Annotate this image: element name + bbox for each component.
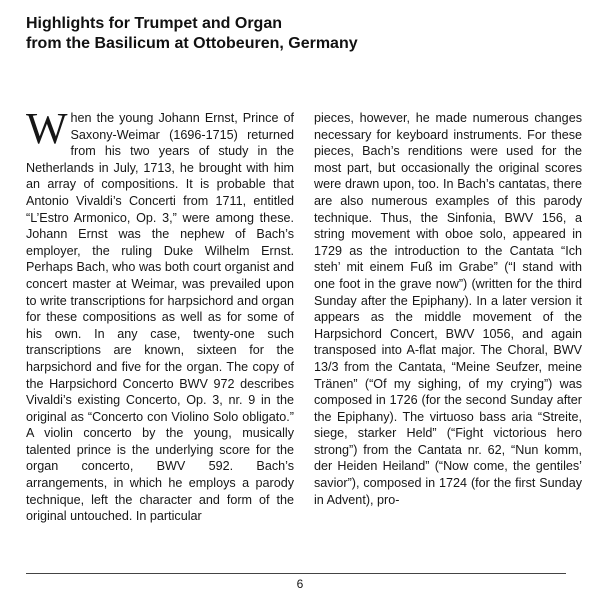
page-title — [26, 14, 566, 54]
left-column-text: hen the young Johann Ernst, Prince of Saxony-Weimar (1696-1715) returned from his two years of study in the Netherlands in July, 1713, he brought with him an array of compositions. It is probable that Antonio Vivaldi’s Concerti from 1711, entitled “L’Estro Armonico, Op. 3,” were among these. Johann Ernst was the nephew of Bach’s employer, the ruling Duke Wilhelm Ernst. Perhaps Bach, who was both court organist and concert master at Weimar, was prevailed upon to write transcriptions for harpsichord and organ for these compositions as well as for some of his own. In any case, twenty-one such transcriptions are known, sixteen for the harpsichord and five for the organ. The copy of the Harpsichord Concerto BWV 972 describes Vivaldi’s existing Concerto, Op. 3, nr. 9 in the original as “Concerto con Violino Solo obligato.” A violin concerto by the young, musically talented prince is the underlying score for the organ concerto, BWV 592. Bach’s arrangements, in which he employs a parody technique, left the character and form of the original untouched. In particular — [26, 111, 294, 524]
title-line-1: Highlights for Trumpet and Organ — [26, 15, 282, 32]
right-column-text: pieces, however, he made numerous changes necessary for keyboard instruments. For these pieces, Bach’s renditions were used for the most part, but occasionally the original scores were drawn upon, too. In Bach’s cantatas, there are also numerous examples of this parody technique. Thus, the Sinfonia, BWV 156, a string movement with oboe solo, appeared in 1729 as the introduction to the Cantata “Ich steh’ mit einem Fuß im Grabe” (“I stand with one foot in the grave now”) (written for the third Sunday after the Epiphany). In a later version it appears as the middle movement of the Harpsichord Concert, BWV 1056, and again transposed into A-flat major. The Choral, BWV 13/3 from the Cantata, “Meine Seufzer, meine Tränen” (“Of my sighing, of my crying”) was composed in 1726 (for the second Sunday after the Epiphany). The virtuoso bass aria “Streite, siege, starker Held” (“Fight victorious hero strong”) from the Cantata nr. 62, “Nun komm, der Heiden Heiland” (“Now come, the gentiles’ savior”), composed in 1724 (for the first Sunday in Advent), pro- — [314, 111, 582, 507]
body-column-left — [26, 104, 294, 525]
title-line-2: from the Basilicum at Ottobeuren, Germany — [26, 35, 358, 52]
drop-cap: W — [26, 104, 68, 153]
body-column-right — [314, 110, 582, 508]
page-number: 6 — [296, 577, 304, 591]
footer-divider — [26, 573, 566, 574]
